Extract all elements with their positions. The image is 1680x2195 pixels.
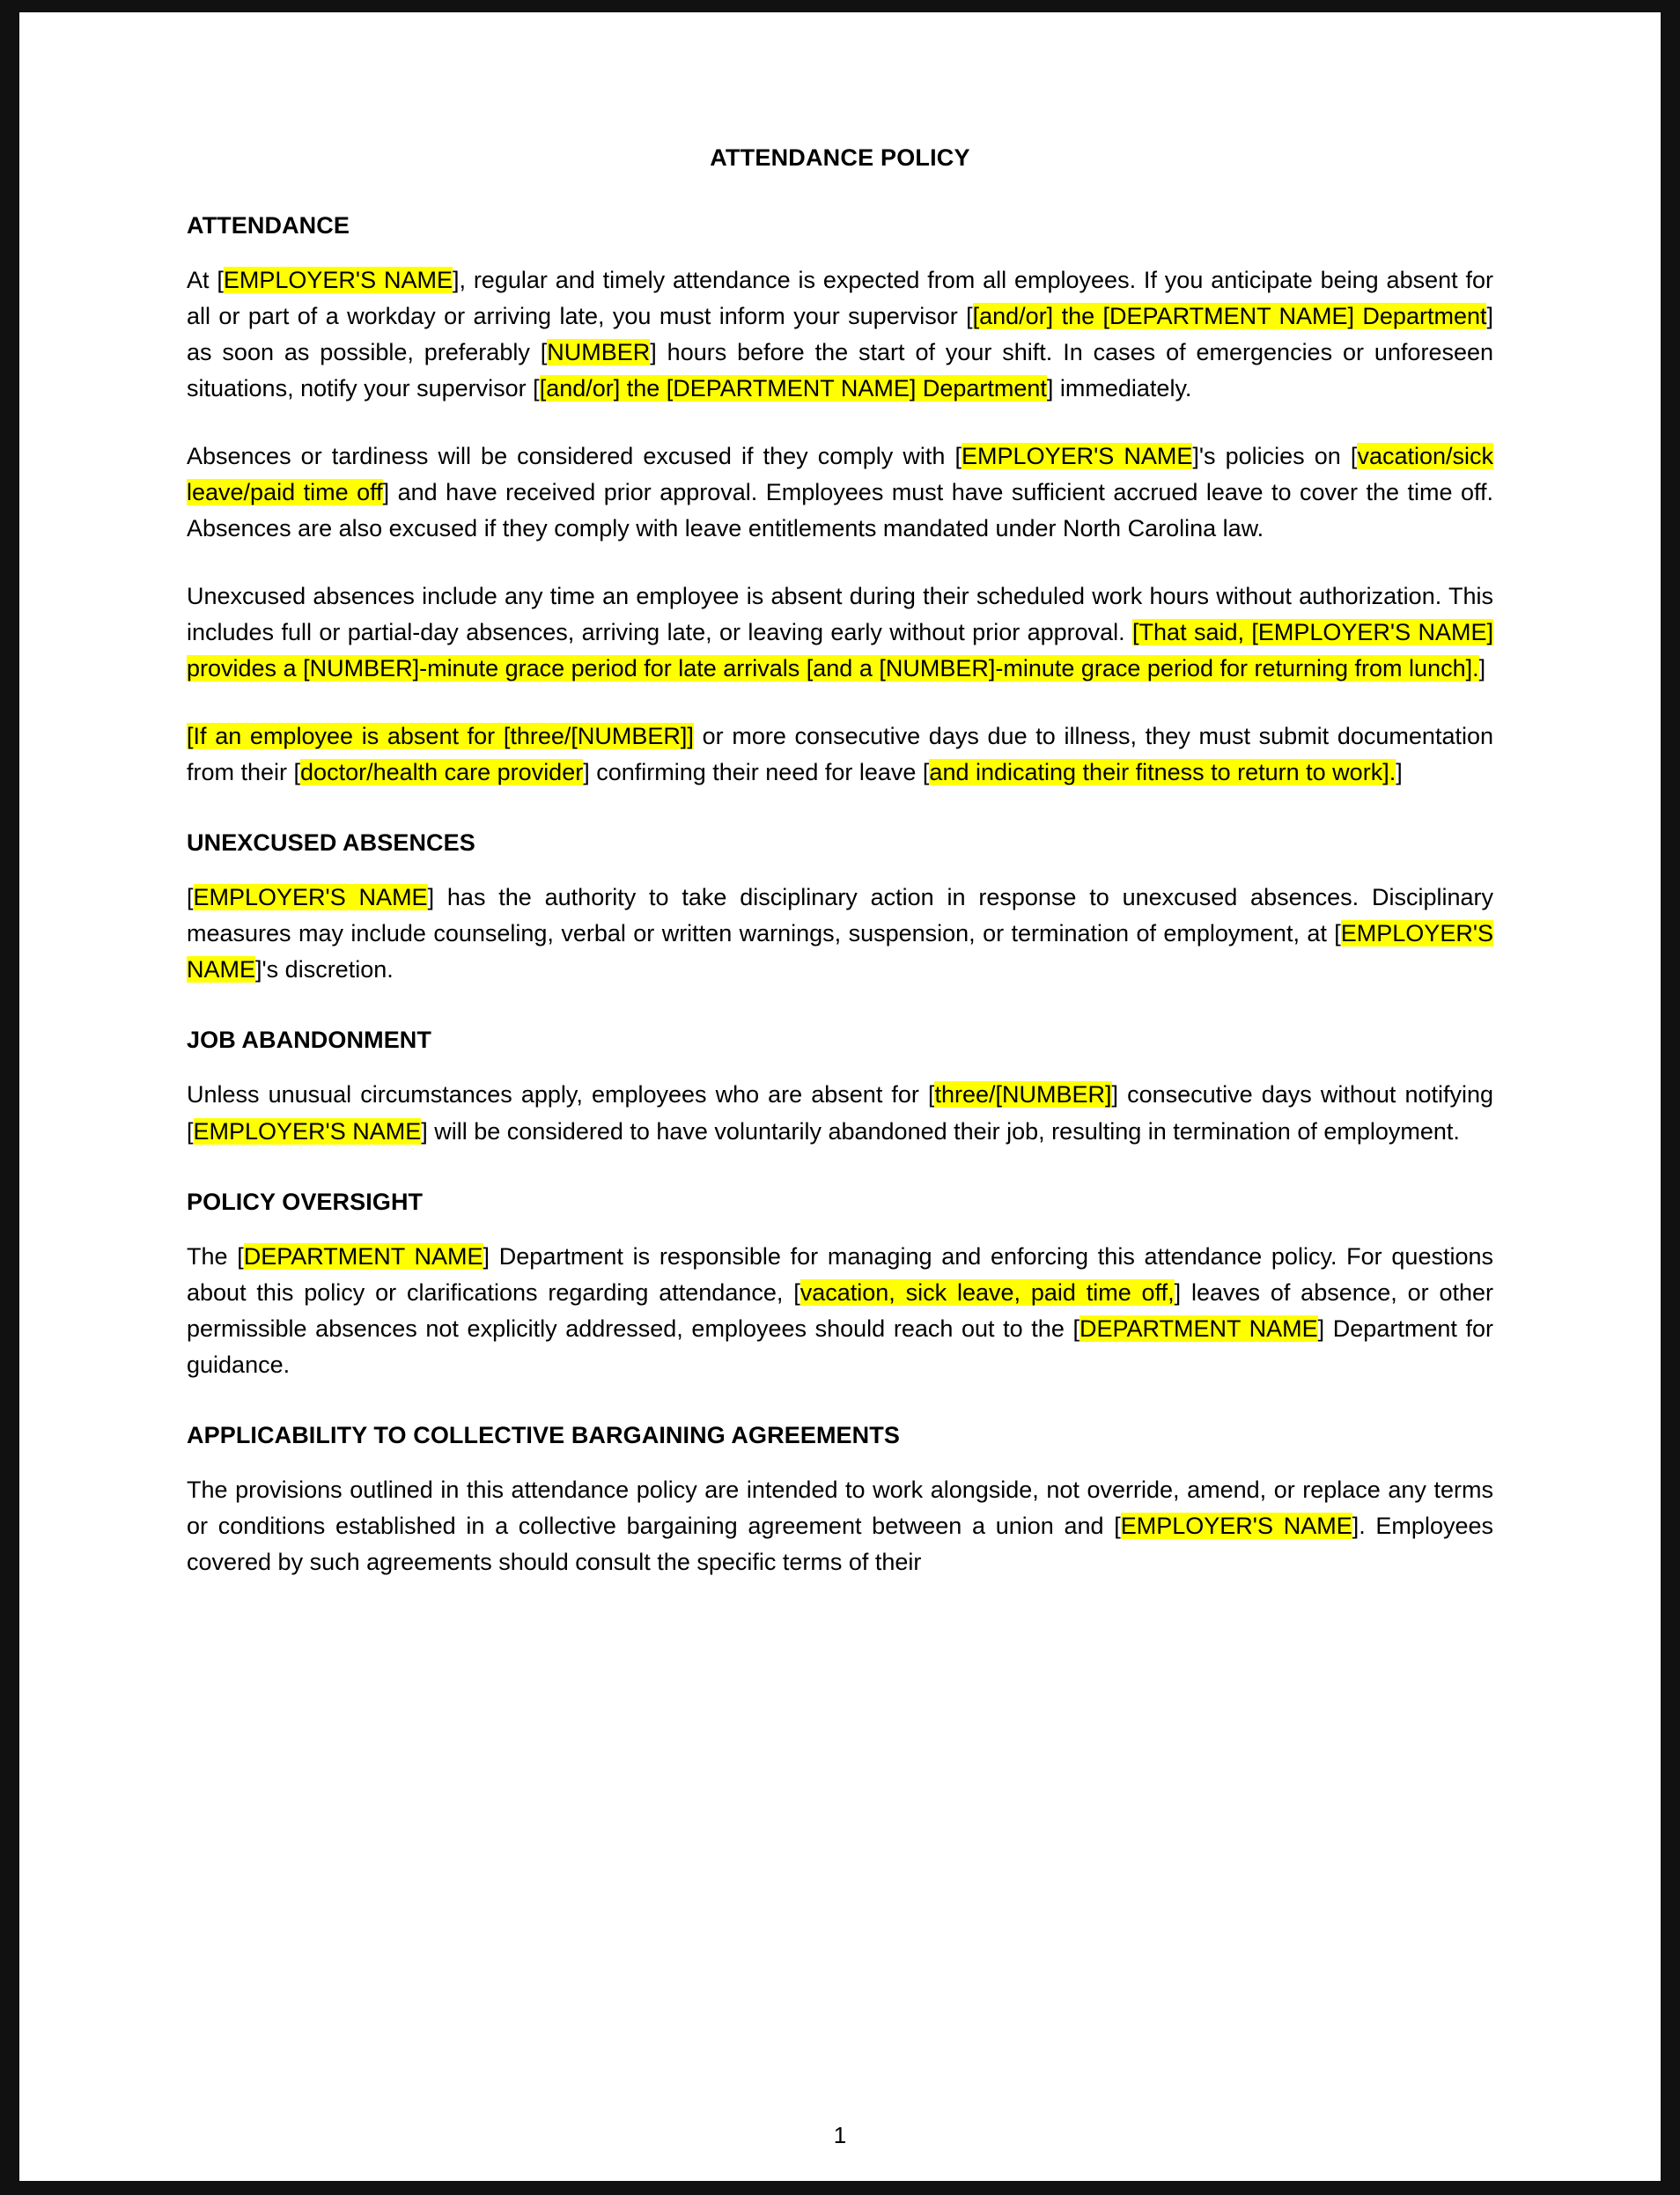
- placeholder-and-or-department: [and/or] the [DEPARTMENT NAME] Department: [972, 303, 1487, 330]
- placeholder-department-name: DEPARTMENT NAME: [1079, 1315, 1318, 1342]
- placeholder-employers-name: EMPLOYER'S NAME: [1120, 1512, 1352, 1539]
- section-heading-collective-bargaining: APPLICABILITY TO COLLECTIVE BARGAINING AGREEMENTS: [187, 1421, 900, 1448]
- section-heading-policy-oversight: POLICY OVERSIGHT: [187, 1188, 424, 1215]
- placeholder-employers-name: EMPLOYER'S NAME: [223, 267, 453, 293]
- placeholder-health-care-provider: doctor/health care provider: [300, 759, 584, 786]
- placeholder-employers-name: EMPLOYER'S NAME: [193, 884, 428, 911]
- section-heading-unexcused-absences: UNEXCUSED ABSENCES: [187, 829, 475, 857]
- placeholder-employers-name: EMPLOYER'S NAME: [193, 1117, 422, 1145]
- placeholder-number: NUMBER: [547, 339, 651, 366]
- placeholder-leave-list: vacation, sick leave, paid time off,: [799, 1278, 1175, 1306]
- paragraph-attendance-4: [If an employee is absent for [three/[NUMBER]] or more consecutive days due to illness, they must submit documentation from their [doctor/health care provider] confirming their need for leave [and indicating their fitness to return to work].]: [187, 723, 1493, 786]
- placeholder-leave-types: vacation/sick leave/paid time off: [187, 443, 1494, 506]
- placeholder-and-or-department: [and/or] the [DEPARTMENT NAME] Department: [539, 375, 1047, 402]
- paragraph-policy-oversight-1: The [DEPARTMENT NAME] Department is responsible for managing and enforcing this attendance policy. For questions about this policy or clarifications regarding attendance, [vacation, sick leave, paid time off,] leaves of absence, or other permissible absences not explicitly addressed, employees should reach out to the [DEPARTMENT NAME] Department for guidance.: [187, 1242, 1493, 1378]
- placeholder-three-number: three/[NUMBER]: [934, 1081, 1112, 1109]
- document-page: [19, 12, 1661, 2181]
- paragraph-attendance-3: Unexcused absences include any time an employee is absent during their scheduled work hours without authorization. This includes full or partial-day absences, arriving late, or leaving early without prior approval. [That said, [EMPLOYER'S NAME] provides a [NUMBER]-minute grace period for late arrivals [and a [NUMBER]-minute grace period for returning from lunch].]: [187, 583, 1493, 682]
- paragraph-attendance-1: At [EMPLOYER'S NAME], regular and timely attendance is expected from all employees. If you anticipate being absent for all or part of a workday or arriving late, you must inform your supervisor [[and/or] the [DEPARTMENT NAME] Department] as soon as possible, preferably [NUMBER] hours before the start of your shift. In cases of emergencies or unforeseen situations, notify your supervisor [[and/or] the [DEPARTMENT NAME] Department] immediately.: [187, 267, 1494, 402]
- paragraph-job-abandonment-1: Unless unusual circumstances apply, employees who are absent for [three/[NUMBER]] consecutive days without notifying [EMPLOYER'S NAME] will be considered to have voluntarily abandoned their job, resulting in termination of employment.: [187, 1081, 1494, 1145]
- placeholder-department-name: DEPARTMENT NAME: [243, 1242, 483, 1270]
- section-heading-attendance: ATTENDANCE: [187, 212, 350, 239]
- page-title: ATTENDANCE POLICY: [710, 144, 970, 171]
- placeholder-illness-absence: [If an employee is absent for [three/[NUMBER]]: [187, 723, 694, 750]
- placeholder-employers-name: EMPLOYER'S NAME: [187, 920, 1493, 983]
- page-number: 1: [833, 2122, 847, 2148]
- paragraph-collective-bargaining-1: The provisions outlined in this attendance policy are intended to work alongside, not override, amend, or replace any terms or conditions established in a collective bargaining agreement between a union and [EMPLOYER'S NAME]. Employees covered by such agreements should consult the specific terms of their: [187, 1476, 1493, 1575]
- placeholder-fitness-to-return: and indicating their fitness to return to work].: [929, 759, 1396, 786]
- placeholder-employers-name: EMPLOYER'S NAME: [962, 443, 1193, 470]
- section-heading-job-abandonment: JOB ABANDONMENT: [187, 1027, 431, 1054]
- paragraph-unexcused-1: [EMPLOYER'S NAME] has the authority to take disciplinary action in response to unexcused absences. Disciplinary measures may include counseling, verbal or written warnings, suspension, or termination of employment, at [EMPLOYER'S NAME]'s discretion.: [187, 884, 1494, 983]
- placeholder-grace-period: [That said, [EMPLOYER'S NAME] provides a [NUMBER]-minute grace period for late arrivals [and a [NUMBER]-minute grace period for returning from lunch].: [187, 619, 1493, 682]
- paragraph-attendance-2: Absences or tardiness will be considered excused if they comply with [EMPLOYER'S NAME]'s policies on [vacation/sick leave/paid time off] and have received prior approval. Employees must have sufficient accrued leave to cover the time off. Absences are also excused if they comply with leave entitlements mandated under North Carolina law.: [187, 443, 1494, 542]
